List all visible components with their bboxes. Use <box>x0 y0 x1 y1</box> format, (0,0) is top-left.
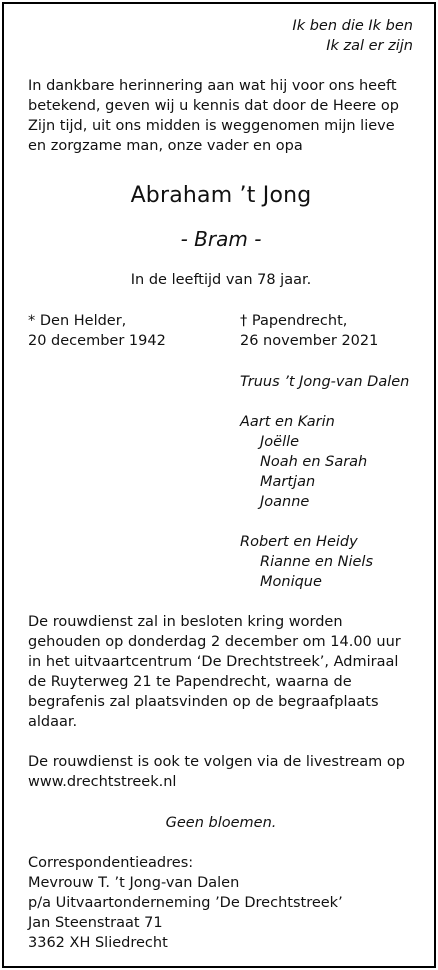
motto-line-1: Ik ben die Ik ben <box>292 18 413 34</box>
family-wife: Truus ’t Jong-van Dalen <box>240 374 410 390</box>
deceased-name: Abraham ’t Jong <box>130 183 312 208</box>
family-grandchild: Martjan <box>260 474 316 490</box>
correspondence-street: Jan Steenstraat 71 <box>28 915 163 931</box>
correspondence-name: Mevrouw T. ’t Jong-van Dalen <box>28 875 240 891</box>
no-flowers-note: Geen bloemen. <box>165 815 277 831</box>
intro-line-3: Zijn tijd, uit ons midden is weggenomen mijn lieve <box>28 118 395 134</box>
service-line-5: begrafenis zal plaatsvinden op de begraafplaats <box>28 694 379 710</box>
birth-place: * Den Helder, <box>28 313 127 329</box>
death-date: 26 november 2021 <box>240 333 379 349</box>
family-grandchild: Rianne en Niels <box>260 554 373 570</box>
family-grandchild: Noah en Sarah <box>260 454 368 470</box>
death-place: † Papendrecht, <box>240 313 348 329</box>
family-grandchild: Joanne <box>260 494 310 510</box>
family-child-2: Robert en Heidy <box>240 534 358 550</box>
birth-date: 20 december 1942 <box>28 333 166 349</box>
correspondence-label: Correspondentieadres: <box>28 855 194 871</box>
livestream-line: De rouwdienst is ook te volgen via de livestream op <box>28 754 405 770</box>
service-line-3: in het uitvaartcentrum ‘De Drechtstreek’, Admiraal <box>28 654 399 670</box>
nickname: - Bram - <box>180 227 262 251</box>
family-grandchild: Joëlle <box>260 434 300 450</box>
intro-line-2: betekend, geven wij u kennis dat door de Heere op <box>28 98 399 114</box>
service-line-4: de Ruyterweg 21 te Papendrecht, waarna de <box>28 674 352 690</box>
correspondence-city: 3362 XH Sliedrecht <box>28 935 168 951</box>
service-line-1: De rouwdienst zal in besloten kring worden <box>28 614 343 630</box>
livestream-url: www.drechtstreek.nl <box>28 774 177 790</box>
intro-line-4: en zorgzame man, onze vader en opa <box>28 138 303 154</box>
obituary-card <box>2 2 436 968</box>
family-grandchild: Monique <box>260 574 322 590</box>
age-line: In de leeftijd van 78 jaar. <box>130 272 312 288</box>
correspondence-careof: p/a Uitvaartonderneming ’De Drechtstreek’ <box>28 895 343 911</box>
service-line-6: aldaar. <box>28 714 78 730</box>
family-child-1: Aart en Karin <box>240 414 335 430</box>
motto-line-2: Ik zal er zijn <box>326 38 413 54</box>
intro-line-1: In dankbare herinnering aan wat hij voor ons heeft <box>28 78 397 94</box>
service-line-2: gehouden op donderdag 2 december om 14.00 uur <box>28 634 401 650</box>
